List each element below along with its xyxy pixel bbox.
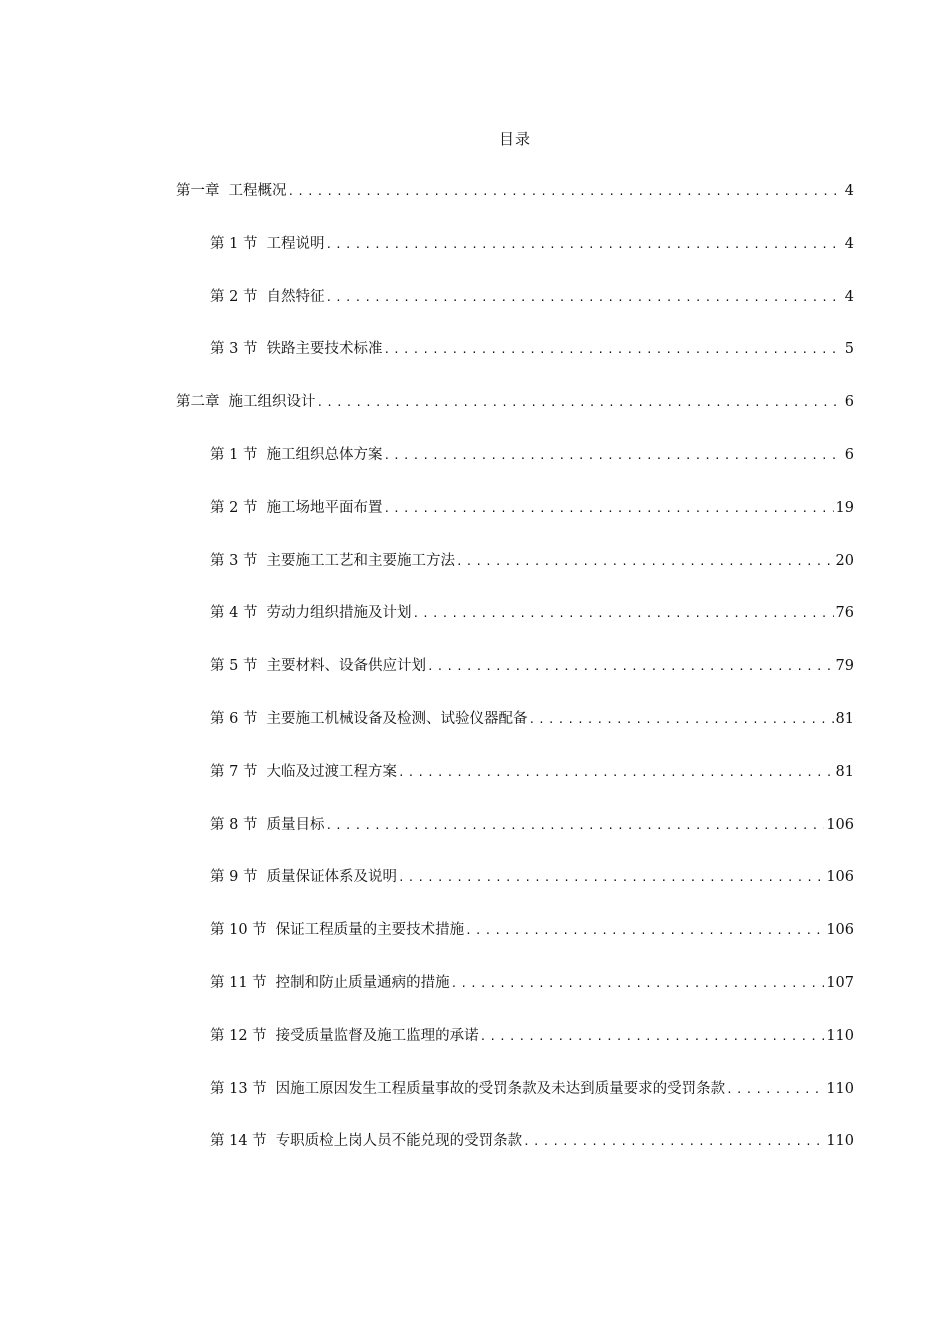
toc-entry-number: 第 1 节 [210, 235, 258, 252]
toc-page-number: 6 [844, 447, 854, 463]
toc-entry-number: 第 3 节 [210, 552, 258, 569]
toc-entry-title: 专职质检上岗人员不能兑现的受罚条款 [275, 1133, 523, 1150]
toc-entry-number: 第 1 节 [210, 447, 258, 463]
toc-entry-number: 第 14 节 [210, 1133, 267, 1150]
toc-section-entry[interactable] [210, 709, 854, 729]
toc-page-number: 20 [835, 552, 854, 569]
toc-page-number: 81 [835, 711, 854, 727]
toc-dot-leader [522, 1132, 824, 1152]
toc-dot-leader [287, 182, 843, 202]
toc-page-number: 4 [844, 183, 854, 199]
toc-entry-number: 第 4 节 [210, 605, 258, 622]
toc-page-number: 81 [835, 763, 854, 780]
toc-section-entry[interactable] [210, 234, 854, 254]
toc-dot-leader [725, 1080, 824, 1100]
toc-entry-title: 质量目标 [266, 816, 325, 833]
toc-section-entry[interactable] [210, 1079, 854, 1099]
toc-dot-leader [397, 868, 824, 888]
toc-entry-title: 施工场地平面布置 [266, 499, 383, 516]
toc-dot-leader [450, 974, 825, 994]
toc-entry-title: 接受质量监督及施工监理的承诺 [275, 1027, 479, 1044]
toc-entry-number: 第一章 [176, 183, 220, 199]
toc-section-entry[interactable] [210, 445, 854, 465]
toc-page-number: 76 [835, 605, 854, 622]
toc-entry-title: 主要施工工艺和主要施工方法 [266, 552, 455, 569]
toc-chapter-entry[interactable] [176, 392, 854, 412]
toc-entry-title: 劳动力组织措施及计划 [266, 605, 412, 622]
page-title: 目录 [498, 130, 531, 148]
toc-page-number: 110 [826, 1133, 854, 1150]
toc-section-entry[interactable] [210, 551, 854, 571]
toc-section-entry[interactable] [210, 867, 854, 887]
toc-section-entry[interactable] [210, 973, 854, 993]
toc-entry-title: 控制和防止质量通病的措施 [275, 975, 450, 991]
toc-entry-number: 第 3 节 [210, 341, 258, 358]
toc-entry-title: 大临及过渡工程方案 [266, 763, 397, 780]
toc-entry-title: 工程概况 [228, 183, 287, 199]
toc-section-entry[interactable] [210, 1131, 854, 1151]
toc-entry-number: 第 10 节 [210, 922, 267, 939]
toc-page-number: 4 [844, 235, 854, 252]
toc-entry-title: 质量保证体系及说明 [266, 869, 397, 886]
toc-section-entry[interactable] [210, 762, 854, 782]
toc-entry-number: 第二章 [176, 394, 220, 411]
toc-dot-leader [382, 499, 833, 519]
toc-section-entry[interactable] [210, 339, 854, 359]
toc-page-number: 110 [826, 1027, 854, 1044]
toc-entry-number: 第 12 节 [210, 1027, 267, 1044]
toc-entry-number: 第 11 节 [210, 975, 267, 991]
toc-entry-title: 保证工程质量的主要技术措施 [275, 922, 465, 939]
toc-dot-leader [479, 1027, 825, 1047]
toc-dot-leader [316, 393, 843, 413]
toc-entry-title: 自然特征 [266, 288, 325, 305]
toc-entry-title: 因施工原因发生工程质量事故的受罚条款及未达到质量要求的受罚条款 [275, 1080, 726, 1097]
toc-entry-title: 主要施工机械设备及检测、试验仪器配备 [266, 711, 528, 727]
toc-section-entry[interactable] [210, 920, 854, 940]
toc-chapter-entry[interactable] [176, 181, 854, 201]
toc-entry-title: 铁路主要技术标准 [266, 341, 383, 358]
toc-dot-leader [464, 921, 824, 941]
toc-dot-leader [411, 604, 833, 624]
toc-page-number: 106 [826, 869, 854, 886]
toc-section-entry[interactable] [210, 603, 854, 623]
toc-entry-number: 第 5 节 [210, 658, 258, 675]
toc-page-number: 19 [835, 499, 854, 516]
toc-dot-leader [324, 235, 842, 255]
toc-page-number: 107 [826, 975, 854, 991]
toc-dot-leader [382, 340, 842, 360]
toc-dot-leader [455, 552, 834, 572]
toc-dot-leader [397, 763, 834, 783]
toc-page-number: 6 [844, 394, 854, 411]
toc-entry-number: 第 8 节 [210, 816, 258, 833]
toc-page-number: 106 [826, 816, 854, 833]
toc-entry-title: 主要材料、设备供应计划 [266, 658, 426, 675]
toc-section-entry[interactable] [210, 287, 854, 307]
toc-entry-title: 施工组织设计 [228, 394, 316, 411]
toc-entry-number: 第 9 节 [210, 869, 258, 886]
toc-entry-number: 第 6 节 [210, 711, 258, 727]
toc-dot-leader [426, 657, 834, 677]
toc-dot-leader [324, 816, 824, 836]
toc-page-number: 5 [844, 341, 854, 358]
toc-entry-number: 第 2 节 [210, 499, 258, 516]
toc-entry-number: 第 13 节 [210, 1080, 267, 1097]
toc-page-number: 4 [844, 288, 854, 305]
toc-entry-title: 工程说明 [266, 235, 325, 252]
toc-section-entry[interactable] [210, 1026, 854, 1046]
toc-page-number: 79 [835, 658, 854, 675]
toc-entry-number: 第 7 节 [210, 763, 258, 780]
toc-page-number: 106 [826, 922, 854, 939]
toc-dot-leader [527, 710, 833, 730]
toc-section-entry[interactable] [210, 815, 854, 835]
toc-entry-number: 第 2 节 [210, 288, 258, 305]
toc-page-number: 110 [826, 1080, 854, 1097]
toc-entry-title: 施工组织总体方案 [266, 447, 383, 463]
toc-section-entry[interactable] [210, 656, 854, 676]
toc-dot-leader [324, 288, 842, 308]
toc-dot-leader [382, 446, 842, 466]
toc-section-entry[interactable] [210, 498, 854, 518]
